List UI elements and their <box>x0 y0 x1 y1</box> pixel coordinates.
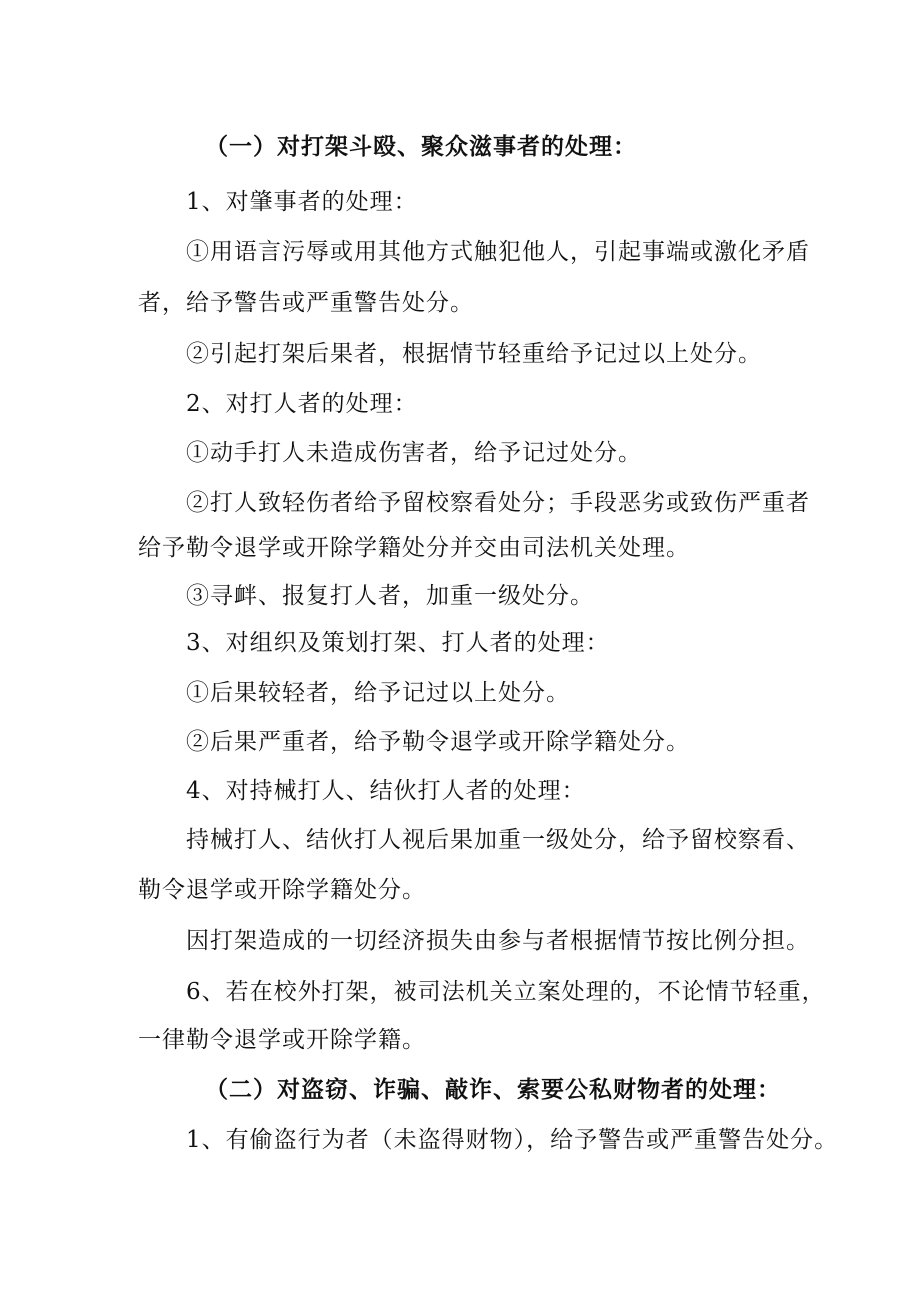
item-3-a: ①后果较轻者，给予记过以上处分。 <box>186 680 570 706</box>
item-5-body: 因打架造成的一切经济损失由参与者根据情节按比例分担。 <box>186 928 810 954</box>
item-2-title: 2、对打人者的处理： <box>186 391 418 417</box>
item-1-b: ②引起打架后果者，根据情节轻重给予记过以上处分。 <box>186 341 762 367</box>
item-6-line-2: 一律勒令退学或开除学籍。 <box>138 1027 426 1053</box>
item-2-b-line-2: 给予勒令退学或开除学籍处分并交由司法机关处理。 <box>138 535 690 561</box>
section-heading-theft: （二）对盗窃、诈骗、敲诈、索要公私财物者的处理： <box>205 1076 781 1103</box>
item-2-c: ③寻衅、报复打人者，加重一级处分。 <box>186 583 594 609</box>
item-4-body-line-1: 持械打人、结伙打人视后果加重一级处分，给予留校察看、 <box>186 827 810 853</box>
item-1-a-line-2: 者，给予警告或严重警告处分。 <box>138 290 474 316</box>
item-2-a: ①动手打人未造成伤害者，给予记过处分。 <box>186 440 642 466</box>
item-1-a-line-1: ①用语言污辱或用其他方式触犯他人，引起事端或激化矛盾 <box>186 239 810 265</box>
item-2-b-line-1: ②打人致轻伤者给予留校察看处分；手段恶劣或致伤严重者 <box>186 490 810 516</box>
item-6-line-1: 6、若在校外打架，被司法机关立案处理的，不论情节轻重， <box>186 979 826 1005</box>
item-3-b: ②后果严重者，给予勒令退学或开除学籍处分。 <box>186 729 690 755</box>
item-3-title: 3、对组织及策划打架、打人者的处理： <box>186 630 610 656</box>
item-1-title: 1、对肇事者的处理： <box>186 189 418 215</box>
section-heading-fighting: （一）对打架斗殴、聚众滋事者的处理： <box>205 133 637 160</box>
item-4-title: 4、对持械打人、结伙打人者的处理： <box>186 778 586 804</box>
theft-item-1: 1、有偷盗行为者（未盗得财物），给予警告或严重警告处分。 <box>186 1127 839 1153</box>
item-4-body-line-2: 勒令退学或开除学籍处分。 <box>138 877 426 903</box>
